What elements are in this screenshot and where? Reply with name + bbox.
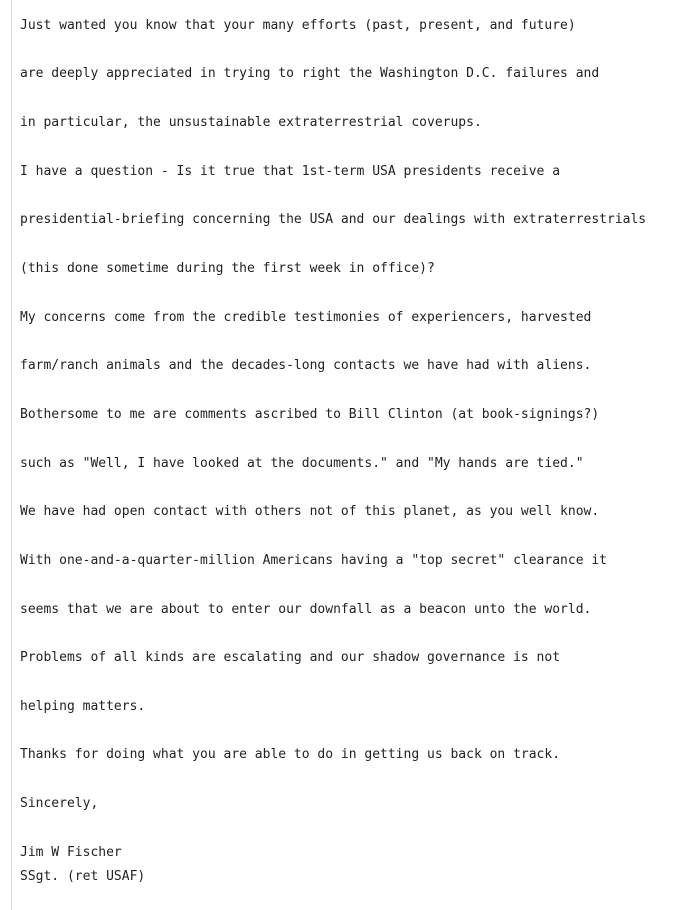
message-line: presidential-briefing concerning the USA and our dealings with extraterrestrials [20,212,647,227]
message-line: I have a question - Is it true that 1st-term USA presidents receive a [20,164,561,179]
message-line: helping matters. [20,699,146,714]
message-line: such as "Well, I have looked at the documents." and "My hands are tied." [20,456,584,471]
message-line: Problems of all kinds are escalating and our shadow governance is not [20,650,561,665]
message-line: (this done sometime during the first week in office)? [20,261,435,276]
message-line: farm/ranch animals and the decades-long contacts we have had with aliens. [20,358,592,373]
message-line: We have had open contact with others not of this planet, as you well know. [20,504,600,519]
signature-rank: SSgt. (ret USAF) [20,869,146,884]
message-line: My concerns come from the credible testimonies of experiencers, harvested [20,310,592,325]
message-line: in particular, the unsustainable extraterrestrial coverups. [20,115,482,130]
signature-name: Jim W Fischer [20,845,122,860]
message-line: are deeply appreciated in trying to right the Washington D.C. failures and [20,66,600,81]
quote-left-border [11,0,12,910]
email-message-body [20,0,670,884]
message-line: Just wanted you know that your many efforts (past, present, and future) [20,18,576,33]
message-line: With one-and-a-quarter-million Americans having a "top secret" clearance it [20,553,607,568]
sign-off: Sincerely, [20,796,99,811]
message-line: seems that we are about to enter our downfall as a beacon unto the world. [20,602,592,617]
message-line: Bothersome to me are comments ascribed to Bill Clinton (at book-signings?) [20,407,600,422]
message-line: Thanks for doing what you are able to do in getting us back on track. [20,747,561,762]
